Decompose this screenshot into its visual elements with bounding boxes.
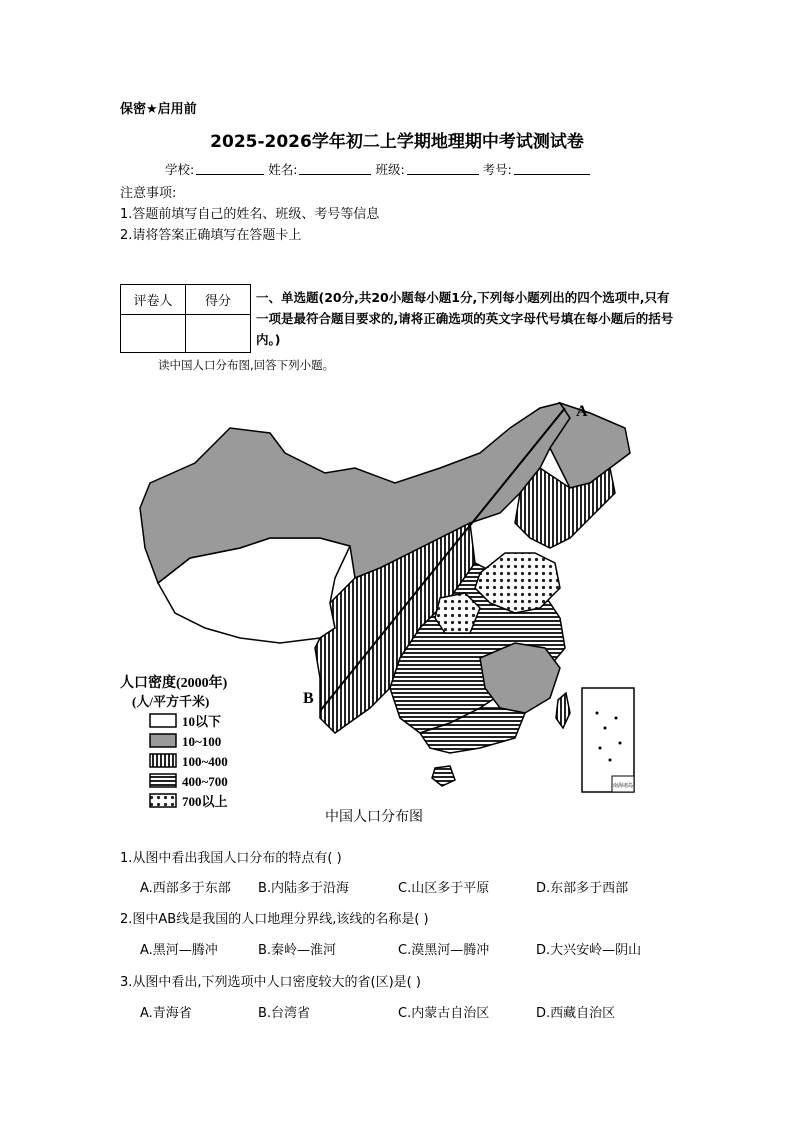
option[interactable]: D.大兴安岭—阴山 [536, 943, 642, 958]
point-b-label: B [303, 690, 314, 707]
legend-swatch-hstripe [150, 774, 176, 787]
legend-swatch-vstripe [150, 754, 176, 767]
option[interactable]: B.内陆多于沿海 [258, 881, 350, 896]
exam-title: 2025-2026学年初二上学期地理期中考试测试卷 [210, 132, 584, 152]
grader-cell[interactable] [121, 315, 186, 353]
question-3-options [140, 1002, 615, 1021]
legend-item-dots: 700以上 [182, 794, 228, 809]
note-item: 1.答题前填写自己的姓名、班级、考号等信息 [120, 207, 380, 222]
legend-title: 人口密度(2000年) [120, 676, 228, 691]
exam-number-field[interactable] [514, 160, 590, 175]
region-100-400 [515, 468, 615, 548]
option[interactable]: C.漠黑河—腾冲 [398, 943, 490, 958]
map-legend [120, 674, 228, 809]
confidential-mark: 保密★启用前 [120, 102, 197, 117]
class-label: 班级: [375, 162, 405, 177]
legend-item-hstripe: 400~700 [182, 774, 228, 789]
legend-item-grey: 10~100 [182, 734, 222, 749]
map-caption: 中国人口分布图 [325, 809, 423, 825]
option[interactable]: A.西部多于东部 [140, 881, 231, 896]
question-1: 1.从图中看出我国人口分布的特点有( ) [120, 851, 342, 866]
name-field[interactable] [299, 160, 371, 175]
point-a-label: A [576, 403, 588, 420]
exam-number-label: 考号: [482, 162, 512, 177]
section-instructions: 一、单选题(20分,共20小题每小题1分,下列每小题列出的四个选项中,只有一项是最符合题目要求的,请将正确选项的英文字母代号填在每小题后的括号内。) [256, 290, 674, 347]
question-2-options [140, 939, 641, 958]
legend-swatch-dots [150, 794, 176, 807]
notes-heading: 注意事项: [120, 186, 177, 201]
option[interactable]: C.内蒙古自治区 [398, 1006, 490, 1021]
notes [120, 183, 379, 246]
name-label: 姓名: [268, 162, 298, 177]
region-10-100 [480, 643, 560, 713]
score-header: 得分 [186, 285, 251, 315]
legend-swatch-low [150, 714, 176, 727]
question-1-options [140, 877, 628, 896]
legend-subtitle: (人/平方千米) [132, 694, 210, 709]
region-100-400 [556, 693, 570, 728]
option[interactable]: B.台湾省 [258, 1006, 311, 1021]
note-item: 2.请将答案正确填写在答题卡上 [120, 228, 302, 243]
legend-item-low: 10以下 [182, 714, 222, 729]
class-field[interactable] [407, 160, 479, 175]
question-3: 3.从图中看出,下列选项中人口密度较大的省(区)是( ) [120, 975, 421, 990]
option[interactable]: A.黑河—腾冲 [140, 943, 218, 958]
china-map-figure [120, 388, 640, 828]
option[interactable]: D.东部多于西部 [536, 881, 629, 896]
school-field[interactable] [196, 160, 264, 175]
score-cell[interactable] [186, 315, 251, 353]
read-map-instruction: 读中国人口分布图,回答下列小题。 [158, 358, 335, 372]
option[interactable]: A.青海省 [140, 1006, 192, 1021]
inset-label: 南海诸岛 [613, 783, 634, 789]
legend-swatch-grey [150, 734, 176, 747]
school-label: 学校: [165, 162, 195, 177]
region-400-700 [432, 766, 455, 786]
student-info-row [165, 160, 594, 178]
score-table [120, 284, 251, 353]
grader-header: 评卷人 [121, 285, 186, 315]
option[interactable]: C.山区多于平原 [398, 881, 490, 896]
option[interactable]: D.西藏自治区 [536, 1006, 616, 1021]
option[interactable]: B.秦岭—淮河 [258, 943, 337, 958]
legend-item-vstripe: 100~400 [182, 754, 228, 769]
population-map [120, 388, 640, 828]
question-2: 2.图中AB线是我国的人口地理分界线,该线的名称是( ) [120, 912, 429, 927]
